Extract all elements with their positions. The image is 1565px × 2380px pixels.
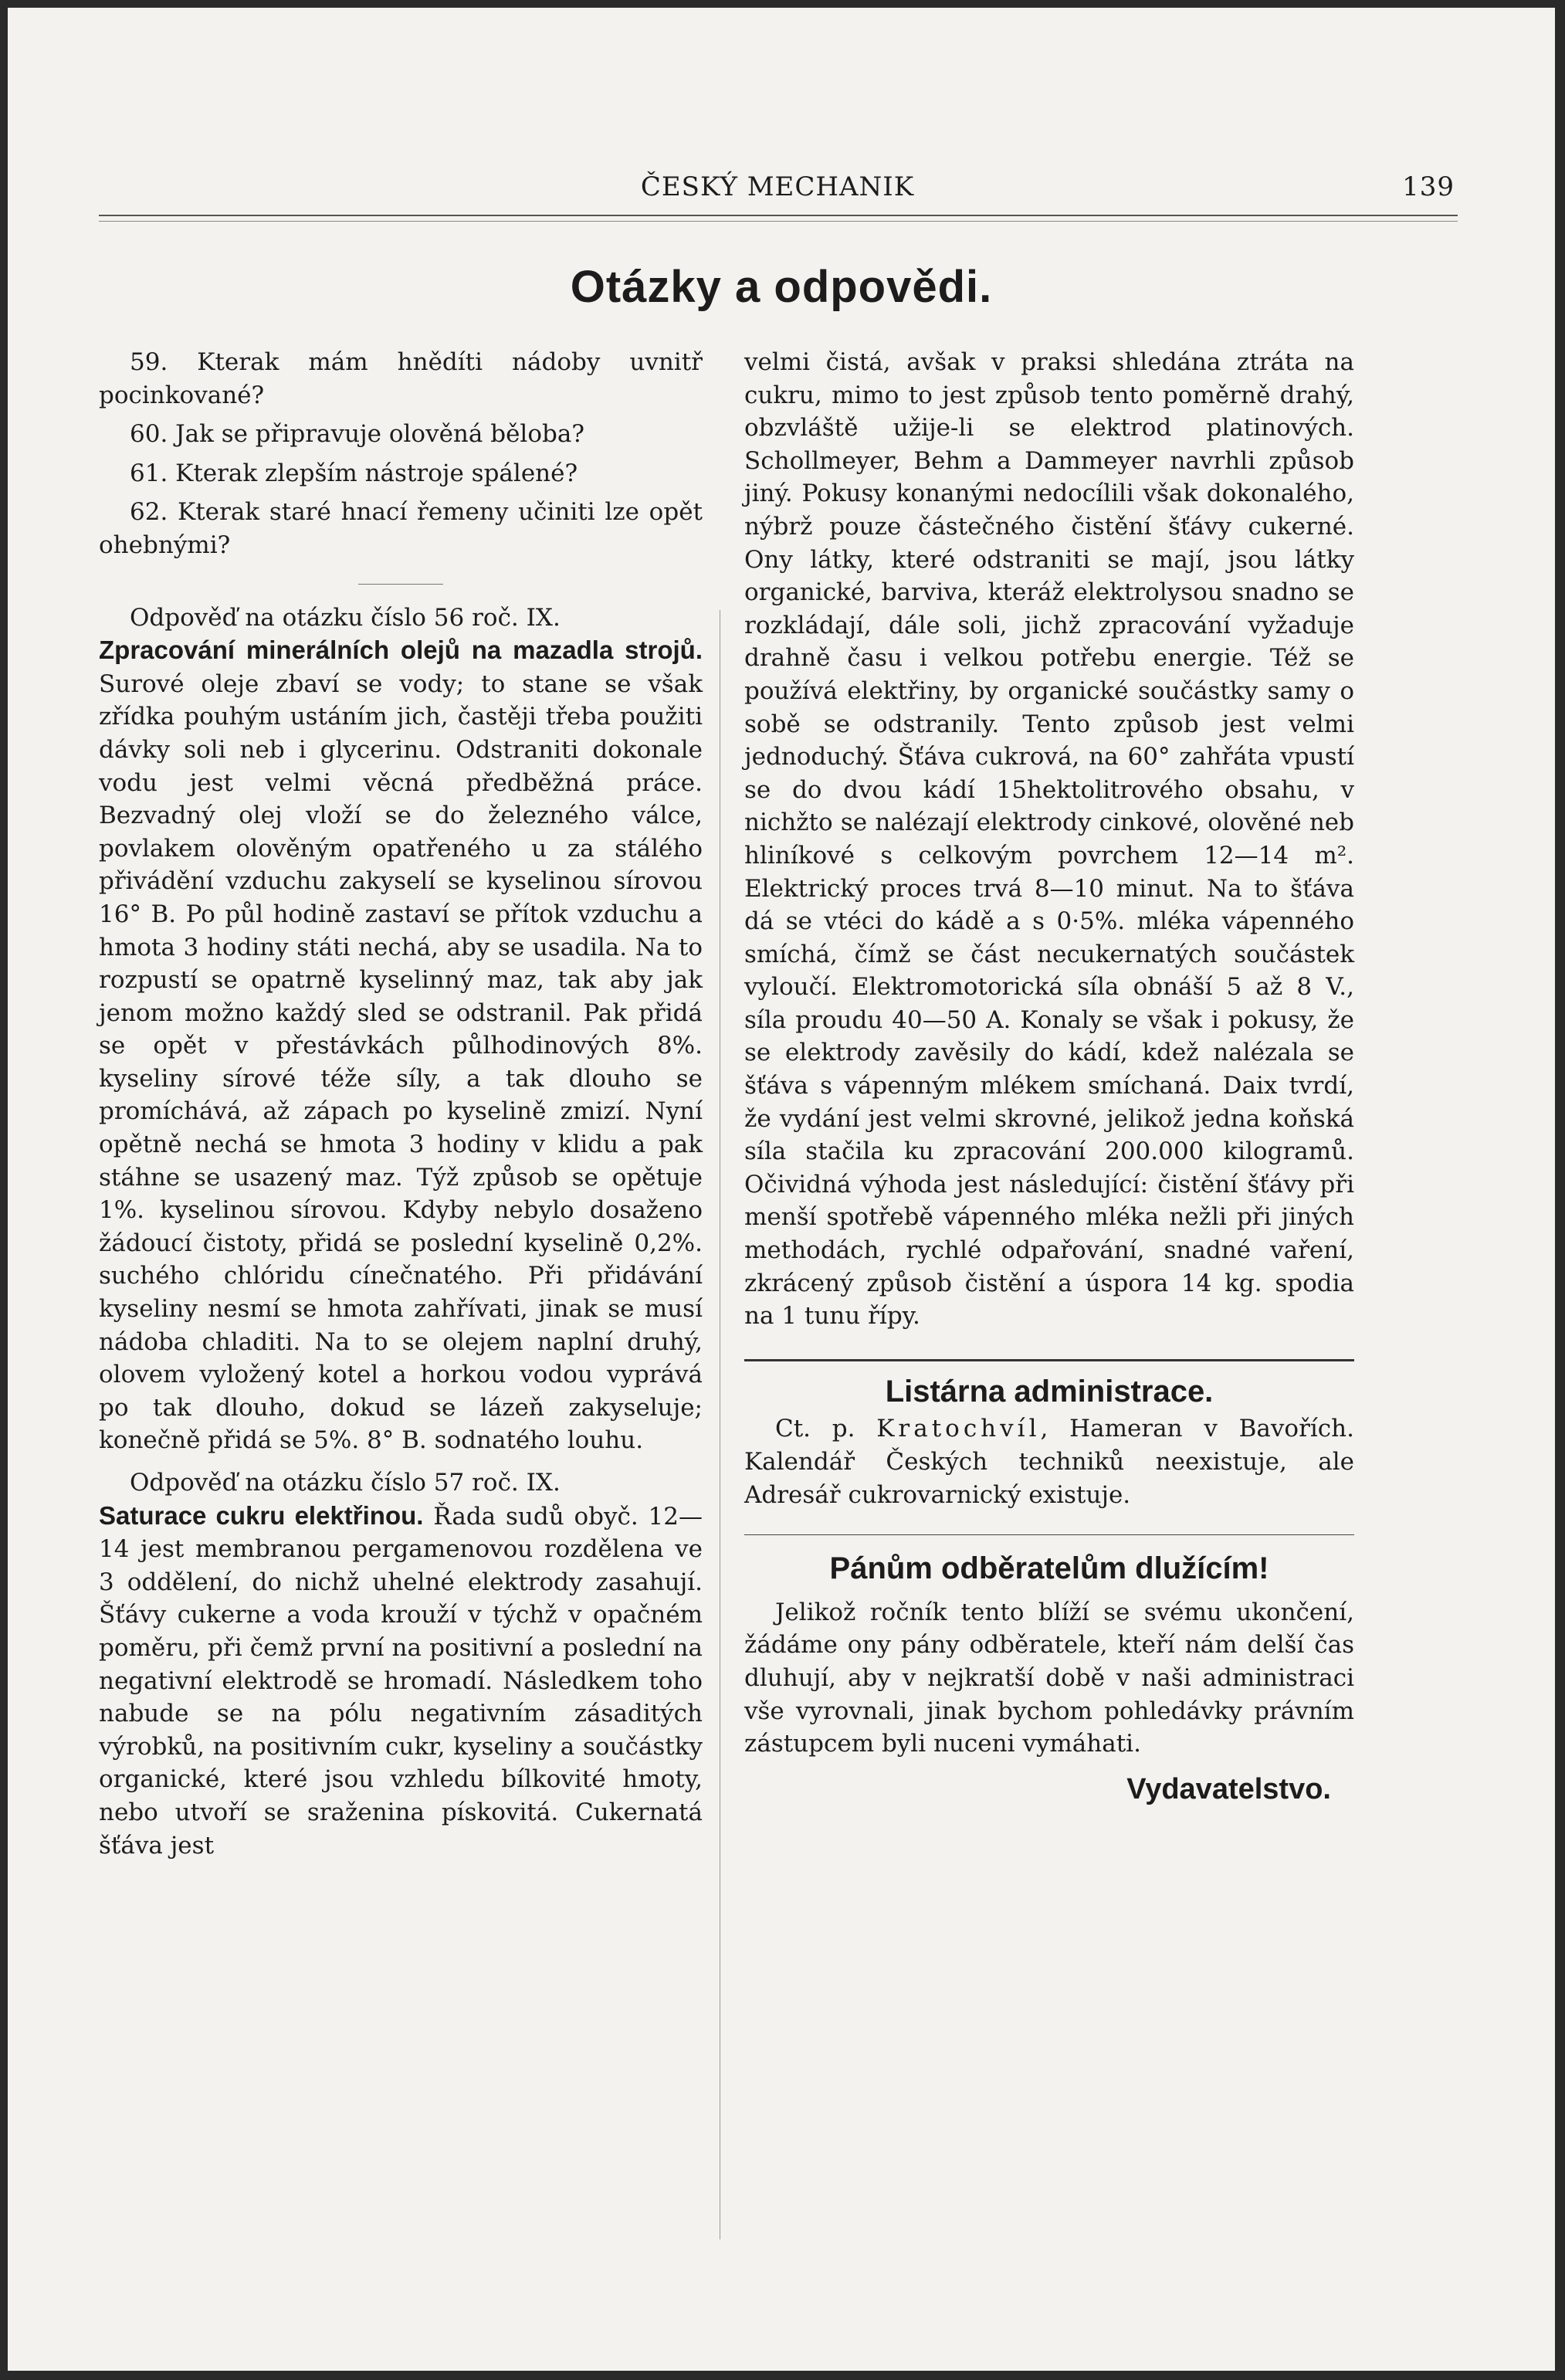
answer-57 [99, 1500, 703, 1863]
page-number: 139 [1402, 171, 1455, 202]
listarna-text [744, 1412, 1354, 1511]
listarna-rule [744, 1359, 1354, 1361]
listarna-body: , Hameran v Bavořích. Kalendář Českých techniků neexistuje, ale Adresář cukrovarnický existuje. [744, 1415, 1354, 1509]
notice-signature: Vydavatelstvo. [1126, 1772, 1331, 1805]
listarna-title: Listárna administrace. [885, 1374, 1214, 1409]
listarna-salutation: Ct. p. [775, 1415, 855, 1443]
answer-57-body-left: Řada sudů obyč. 12—14 jest membranou pergamenovou rozdělena ve 3 oddělení, do nichž uhelné elektrody zasahují. Šťávy cukerne a voda krouží v týchž v opačném poměru, při čemž první na positivní a poslední na negativní elektrodě se hromadí. Následkem toho nabude se na pólu negativním zásaditých výrobků, na positivním cukr, kyseliny a součástky organické, které jsou vzhledu bílkovité hmoty, nebo utvoří se sraženina pískovitá. Cukernatá šťáva jest [99, 1502, 703, 1860]
listarna-name: Kratochvíl [876, 1415, 1041, 1443]
question-60: 60. Jak se připravuje olověná běloba? [130, 420, 584, 449]
answer-57-heading: Saturace cukru elektřinou. [99, 1500, 424, 1530]
question-59: 59. Kterak mám hnědíti nádoby uvnitř pocinkované? [99, 348, 703, 409]
right-column [744, 346, 1354, 1805]
left-column [99, 346, 703, 1862]
spacer [99, 1457, 703, 1465]
answer-57-continued: velmi čistá, avšak v praksi shledána ztráta na cukru, mimo to jest způsob tento poměrně drahý, obzvláště užije-li se elektrod platinových. Schollmeyer, Behm a Dammeyer navrhli způsob jiný. Pokusy konanými nedocílili však dokonalého, nýbrž pouze částečného čistění šťávy cukerné. Ony látky, které odstraniti se mají, jsou látky organické, barviva, kteráž elektrolysou snadno se rozkládají, dále soli, jichž zpracování vyžaduje drahně času i velkou potřebu energie. Též se používá elektřiny, by organické součástky samy o sobě se odstranily. Tento způsob jest velmi jednoduchý. Šťáva cukrová, na 60° zahřáta vpustí se do dvou kádí 15hektolitrového obsahu, v nichžto se nalézají elektrody cinkové, olověné neb hliníkové s celkovým povrchem 12—14 m². Elektrický proces trvá 8—10 minut. Na to šťáva dá se vtéci do kádě a s 0·5%. mléka vápenného smíchá, čímž se část necukernatých součástek vyloučí. Elektromotorická síla obnáší 5 až 8 V., síla proudu 40—50 A. Konaly se však i pokusy, že se elektrody zavěsily do kádí, kdež nalézala se šťáva s vápenným mlékem smíchaná. Daix tvrdí, že vydání jest velmi skrovné, jelikož jedna koňská síla stačila ku zpracování 200.000 kilogramů. Očividná výhoda jest následující: čistění šťávy při menší spotřebě vápenného mléka nežli při jiných methodách, rychlé odpařování, snadné vaření, zkrácený způsob čistění a úspora 14 kg. spodia na 1 tunu řípy. [744, 348, 1354, 1331]
answer-56-body: Surové oleje zbaví se vody; to stane se však zřídka pouhým ustáním jich, častěji třeba použiti dávky soli neb i glycerinu. Odstraniti dokonale vodu jest velmi věcná předběžná práce. Bezvadný olej vloží se do železného válce, povlakem olověným opatřeného u za stálého přivádění vzduchu zakyselí se kyselinou sírovou 16° B. Po půl hodině zastaví se přítok vzduchu a hmota 3 hodiny státi nechá, aby se usadila. Na to rozpustí se opatrně kyselinný maz, tak aby jak jenom možno každý sled se odstranil. Pak přidá se opět v přestávkách půlhodinových 8%. kyseliny sírové téže síly, a tak dlouho se promíchává, až zápach po kyselině zmizí. Nyní opětně nechá se hmota 3 hodiny v klidu a pak stáhne se usazený maz. Týž způsob se opětuje 1%. kyselinou sírovou. Kdyby nebylo dosaženo žádoucí čistoty, přidá se poslední kyselině 0,2%. suchého chlóridu cínečnatého. Při přidávání kyseliny nesmí se hmota zahřívati, jinak se musí nádoba chladiti. Na to se olejem naplní druhý, olovem vyložený kotel a horkou vodou vyprává po tak dlouho, dokud se lázeň zakyseluje; konečně přidá se 5%. 8° B. sodnatého louhu. [99, 670, 703, 1455]
section-title: Otázky a odpovědi. [570, 262, 993, 312]
question-61: 61. Kterak zlepším nástroje spálené? [130, 459, 578, 487]
header-rule-thin [99, 221, 1458, 222]
document-page [8, 8, 1555, 2371]
answer-56-ref: Odpověď na otázku číslo 56 roč. IX. [130, 603, 561, 632]
answer-56 [99, 634, 703, 1457]
notice-text: Jelikož ročník tento blíží se svému ukončení, žádáme ony pány odběratele, kteří nám delší čas dluhují, aby v nejkratší době v naši administraci vše vyrovnali, jinak bychom pohledávky právním zástupcem byli nuceni vymáhati. [744, 1598, 1354, 1758]
question-62: 62. Kterak staré hnací řemeny učiniti lze opět ohebnými? [99, 498, 703, 559]
questions-separator [358, 584, 443, 585]
answer-57-ref: Odpověď na otázku číslo 57 roč. IX. [130, 1469, 561, 1497]
notice-title: Pánům odběratelům dlužícím! [829, 1551, 1269, 1586]
answer-56-heading: Zpracování minerálních olejů na mazadla strojů. [99, 636, 703, 665]
header-rule [99, 215, 1458, 216]
running-title: ČESKÝ MECHANIK [640, 171, 915, 202]
notice-rule [744, 1534, 1354, 1535]
running-head [100, 171, 1455, 210]
